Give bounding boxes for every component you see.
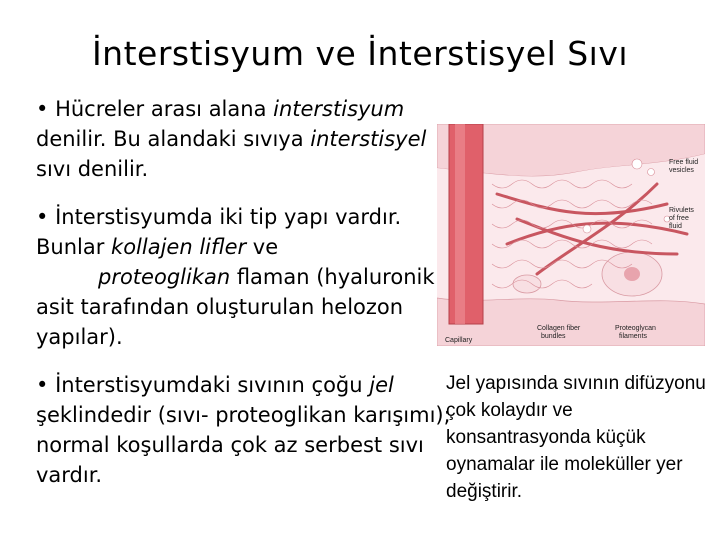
paragraph-structures xyxy=(36,202,446,352)
label-line: Free fluid xyxy=(669,159,699,166)
slide-title: İnterstisyum ve İnterstisyel Sıvı xyxy=(91,34,629,73)
label-line: fluid xyxy=(669,223,682,230)
side-note: Jel yapısında sıvının difüzyonu çok kolaydır ve konsantrasyonda küçük oynamalar ile moleküller yer değiştirir. xyxy=(446,373,706,502)
term-proteoglikan: proteoglikan xyxy=(98,265,231,289)
capillary xyxy=(449,124,483,324)
text: şeklindedir (sıvı- proteoglikan karışımı); normal koşullarda çok az serbest sıvı vardır. xyxy=(36,403,451,487)
label-line: Rivulets xyxy=(669,207,694,214)
interstitium-illustration xyxy=(437,124,705,346)
label-line: Collagen fiber xyxy=(537,325,581,332)
label-line: of free xyxy=(669,215,689,222)
term-interstisyel: interstisyel xyxy=(310,127,427,151)
label-line: vesicles xyxy=(669,167,694,174)
cell xyxy=(513,275,541,293)
label-line: bundles xyxy=(541,333,566,340)
term-jel: jel xyxy=(369,373,394,397)
text: ve xyxy=(246,235,279,259)
text: İnterstisyumda iki tip yapı vardır. Bunlar xyxy=(36,205,402,259)
label-line: Proteoglycan xyxy=(615,325,656,332)
label-capillary: Capillary xyxy=(445,337,473,344)
term-kollajen: kollajen lifler xyxy=(111,235,247,259)
bullet: • xyxy=(36,373,49,397)
paragraph-gel xyxy=(36,370,456,490)
bullet: • xyxy=(36,205,49,229)
label-line: filaments xyxy=(619,333,648,340)
text: sıvı denilir. xyxy=(36,157,149,181)
text: İnterstisyumdaki sıvının çoğu xyxy=(48,373,370,397)
term-interstisyum: interstisyum xyxy=(273,97,405,121)
text: Hücreler arası alana xyxy=(48,97,274,121)
text: flaman (hyaluronik asit tarafından oluşturulan helozon yapılar). xyxy=(36,265,435,349)
capillary-highlight xyxy=(455,124,465,324)
text: denilir. Bu alandaki sıvıya xyxy=(36,127,311,151)
cell-nucleus xyxy=(624,267,640,281)
paragraph-interstisyum-definition xyxy=(36,94,436,184)
bullet: • xyxy=(36,97,49,121)
